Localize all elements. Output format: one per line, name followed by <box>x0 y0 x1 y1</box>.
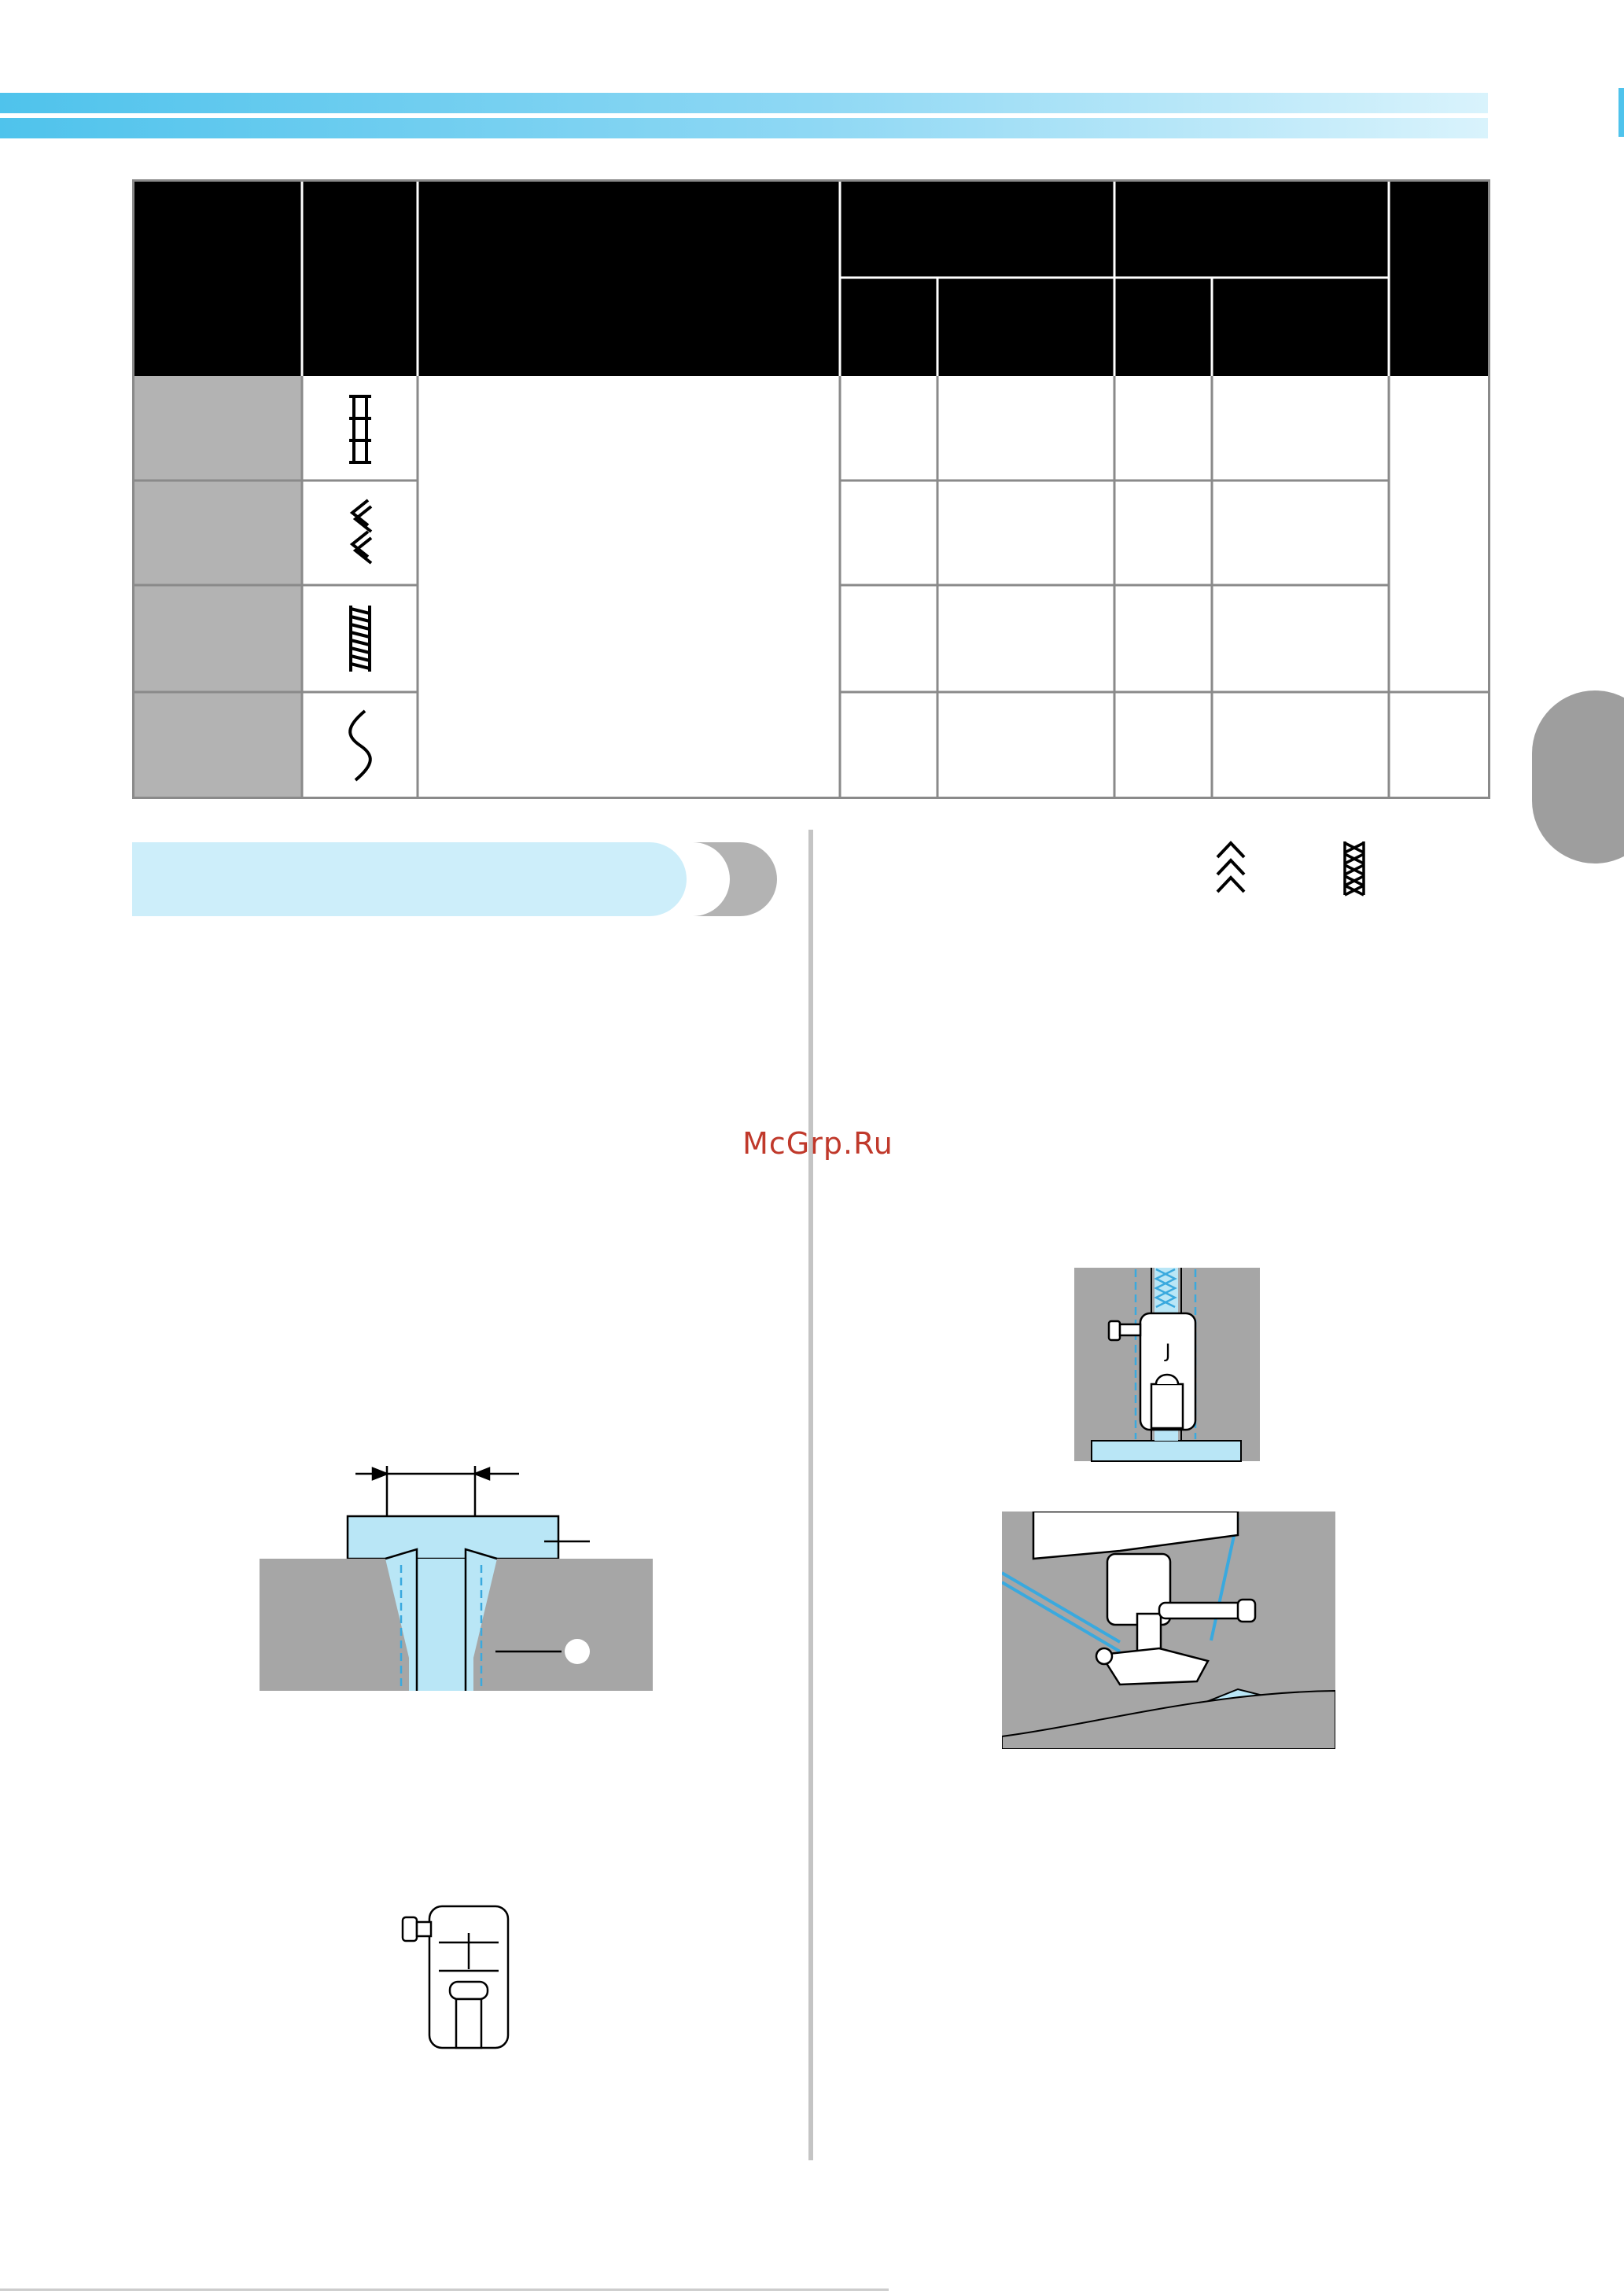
column-divider <box>808 830 813 2160</box>
presser-foot-figure <box>398 1902 516 2051</box>
fabric-strip <box>1092 1441 1241 1461</box>
watermark-text: McGrp.Ru <box>742 1126 893 1161</box>
stitch-settings-table <box>132 179 1490 799</box>
header-stripe-bottom <box>0 118 1488 138</box>
footer-rule <box>0 2288 889 2291</box>
table-row-label-cells <box>132 376 302 799</box>
header-stripe-top <box>0 93 1488 113</box>
row-label-cell-2 <box>132 481 302 585</box>
fabric-strip <box>348 1516 558 1559</box>
chapter-tab <box>1532 690 1624 863</box>
seam-diagram <box>260 1455 653 1691</box>
table-grid <box>132 179 1490 799</box>
header-corner-mark <box>1618 88 1624 137</box>
feather-stitch-icon <box>351 606 370 672</box>
row-label-cell-1 <box>132 376 302 481</box>
presser-foot-label: J <box>1165 1340 1171 1362</box>
foot-on-seam-figure <box>1074 1266 1263 1469</box>
ladder-stitch-icon <box>349 396 371 462</box>
serpentine-stitch-icon <box>350 711 370 780</box>
callout-dot <box>565 1639 590 1664</box>
section-heading-bar <box>132 842 777 916</box>
seam-opening <box>409 1559 473 1691</box>
row-label-cell-3 <box>132 585 302 692</box>
sewing-machine-figure <box>1002 1512 1335 1749</box>
cross-stitch-icon <box>1339 840 1370 897</box>
presser-foot-screw <box>403 1917 417 1941</box>
heading-pill-blue <box>132 842 687 916</box>
rickrack-stitch-icon <box>352 500 371 563</box>
triple-zigzag-icon <box>1211 838 1250 897</box>
row-label-cell-4 <box>132 692 302 799</box>
